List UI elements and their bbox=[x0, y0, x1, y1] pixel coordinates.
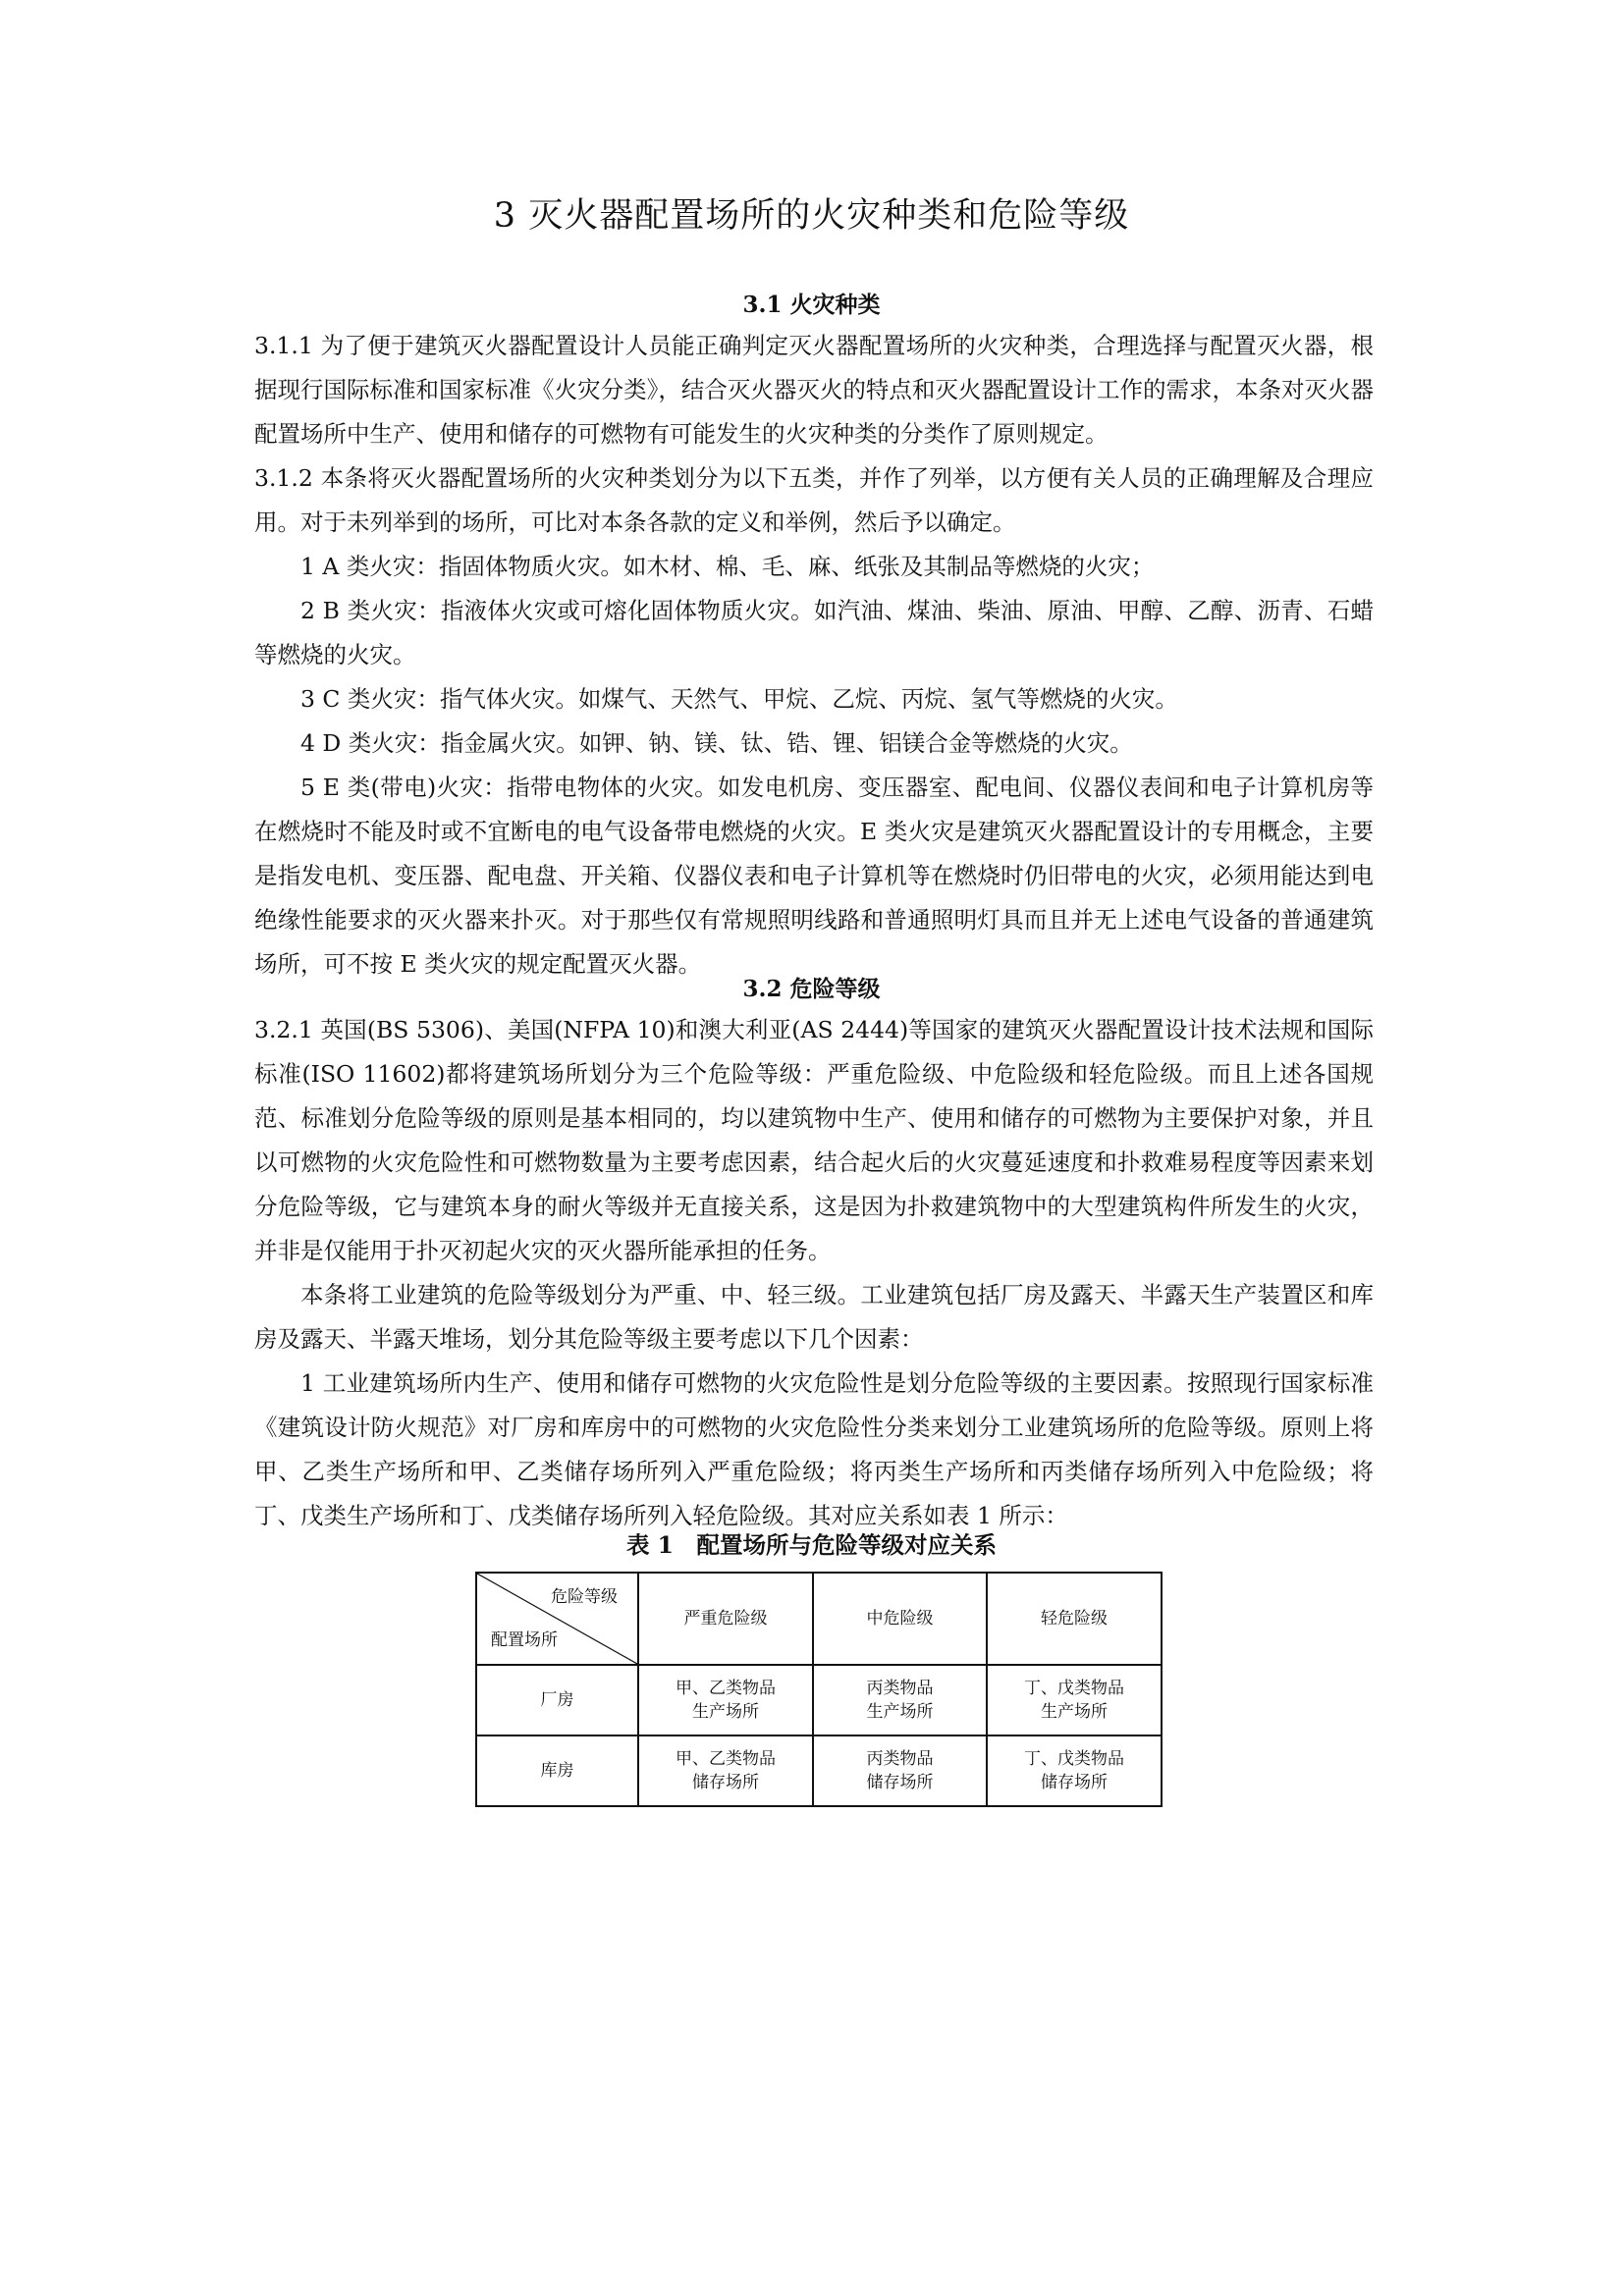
cell-line: 甲、乙类物品 bbox=[676, 1749, 776, 1769]
paragraph-class-c: 3 C 类火灾：指气体火灾。如煤气、天然气、甲烷、乙烷、丙烷、氢气等燃烧的火灾。 bbox=[300, 685, 1178, 713]
table-header-row bbox=[476, 1573, 1162, 1665]
table-row bbox=[476, 1665, 1162, 1735]
table-cell bbox=[638, 1665, 813, 1735]
page-title: 3 灭火器配置场所的火灾种类和危险等级 bbox=[493, 196, 1130, 236]
cell-line: 生产场所 bbox=[1041, 1702, 1108, 1722]
paragraph-class-a: 1 A 类火灾：指固体物质火灾。如木材、棉、毛、麻、纸张及其制品等燃烧的火灾； bbox=[300, 553, 1155, 580]
cell-line: 丁、戊类物品 bbox=[1024, 1749, 1124, 1769]
table-cell bbox=[638, 1735, 813, 1806]
cell-line: 生产场所 bbox=[692, 1702, 759, 1722]
cell-line: 储存场所 bbox=[866, 1773, 934, 1792]
paragraph-3-2-1: 3.2.1 英国(BS 5306)、美国(NFPA 10)和澳大利亚(AS 2444)等国家的建筑灭火器配置设计技术法规和国际标准(ISO 11602)都将建筑场所划分为三个危险等级：严重危险级、中危险级和轻危险级。而且上述各国规范、标准划分危险等级的原则是基本相同的，均以建筑物中生产、使用和储存的可燃物为主要保护对象，并且以可燃物的火灾危险性和可燃物数量为主要考虑因素，结合起火后的火灾蔓延速度和扑救难易程度等因素来划分危险等级，它与建筑本身的耐火等级并无直接关系，这是因为扑救建筑物中的大型建筑构件所发生的火灾，并非是仅能用于扑灭初起火灾的灭火器所能承担的任务。 bbox=[254, 1016, 1374, 1264]
paragraph-3-1-1: 3.1.1 为了便于建筑灭火器配置设计人员能正确判定灭火器配置场所的火灾种类，合理选择与配置灭火器，根据现行国际标准和国家标准《火灾分类》，结合灭火器灭火的特点和灭火器配置设计工作的需求，本条对灭火器配置场所中生产、使用和储存的可燃物有可能发生的火灾种类的分类作了原则规定。 bbox=[254, 332, 1374, 448]
paragraph-factor-1: 1 工业建筑场所内生产、使用和储存可燃物的火灾危险性是划分危险等级的主要因素。按照现行国家标准《建筑设计防火规范》对厂房和库房中的可燃物的火灾危险性分类来划分工业建筑场所的危险等级。原则上将甲、乙类生产场所和甲、乙类储存场所列入严重危险级；将丙类生产场所和丙类储存场所列入中危险级；将丁、戊类生产场所和丁、戊类储存场所列入轻危险级。其对应关系如表 1 所示： bbox=[254, 1369, 1374, 1529]
table-cell bbox=[987, 1735, 1162, 1806]
table-corner-cell bbox=[476, 1573, 638, 1665]
cell-line: 丙类物品 bbox=[866, 1679, 934, 1698]
cell-line: 储存场所 bbox=[1041, 1773, 1108, 1792]
table-cell bbox=[813, 1665, 987, 1735]
cell-line: 丙类物品 bbox=[866, 1749, 934, 1769]
section-3-1-body bbox=[254, 324, 1374, 987]
header-cell: 轻危险级 bbox=[987, 1573, 1162, 1665]
paragraph-class-e: 5 E 类(带电)火灾：指带电物体的火灾。如发电机房、变压器室、配电间、仪器仪表间和电子计算机房等在燃烧时不能及时或不宜断电的电气设备带电燃烧的火灾。E 类火灾是建筑灭火器配置设计的专用概念，主要是指发电机、变压器、配电盘、开关箱、仪器仪表和电子计算机等在燃烧时仍旧带电的火灾，必须用能达到电绝缘性能要求的灭火器来扑灭。对于那些仅有常规照明线路和普通照明灯具而且并无上述电气设备的普通建筑场所，可不按 E 类火灾的规定配置灭火器。 bbox=[254, 774, 1374, 978]
section-heading-3-1: 3.1 火灾种类 bbox=[742, 292, 881, 318]
paragraph-3-1-2: 3.1.2 本条将灭火器配置场所的火灾种类划分为以下五类，并作了列举，以方便有关人员的正确理解及合理应用。对于未列举到的场所，可比对本条各款的定义和举例，然后予以确定。 bbox=[254, 464, 1374, 536]
cell-line: 生产场所 bbox=[866, 1702, 934, 1722]
cell-line: 储存场所 bbox=[692, 1773, 759, 1792]
section-heading-3-2: 3.2 危险等级 bbox=[742, 976, 881, 1002]
table-caption: 表 1 配置场所与危险等级对应关系 bbox=[625, 1531, 998, 1559]
cell-line: 甲、乙类物品 bbox=[676, 1679, 776, 1698]
cell-line: 丁、戊类物品 bbox=[1024, 1679, 1124, 1698]
table-cell bbox=[987, 1665, 1162, 1735]
hazard-table bbox=[475, 1572, 1163, 1807]
table-row bbox=[476, 1735, 1162, 1806]
header-cell: 中危险级 bbox=[813, 1573, 987, 1665]
row-label: 库房 bbox=[476, 1735, 638, 1806]
paragraph-class-d: 4 D 类火灾：指金属火灾。如钾、钠、镁、钛、锆、锂、铝镁合金等燃烧的火灾。 bbox=[300, 729, 1133, 757]
header-cell: 严重危险级 bbox=[638, 1573, 813, 1665]
row-label: 厂房 bbox=[476, 1665, 638, 1735]
corner-label-location: 配置场所 bbox=[491, 1630, 558, 1650]
corner-label-hazard-level: 危险等级 bbox=[551, 1587, 618, 1607]
table-cell bbox=[813, 1735, 987, 1806]
paragraph-industrial-grading: 本条将工业建筑的危险等级划分为严重、中、轻三级。工业建筑包括厂房及露天、半露天生产装置区和库房及露天、半露天堆场，划分其危险等级主要考虑以下几个因素： bbox=[254, 1281, 1374, 1353]
paragraph-class-b: 2 B 类火灾：指液体火灾或可熔化固体物质火灾。如汽油、煤油、柴油、原油、甲醇、乙醇、沥青、石蜡等燃烧的火灾。 bbox=[254, 597, 1374, 668]
section-3-2-body bbox=[254, 1008, 1374, 1538]
